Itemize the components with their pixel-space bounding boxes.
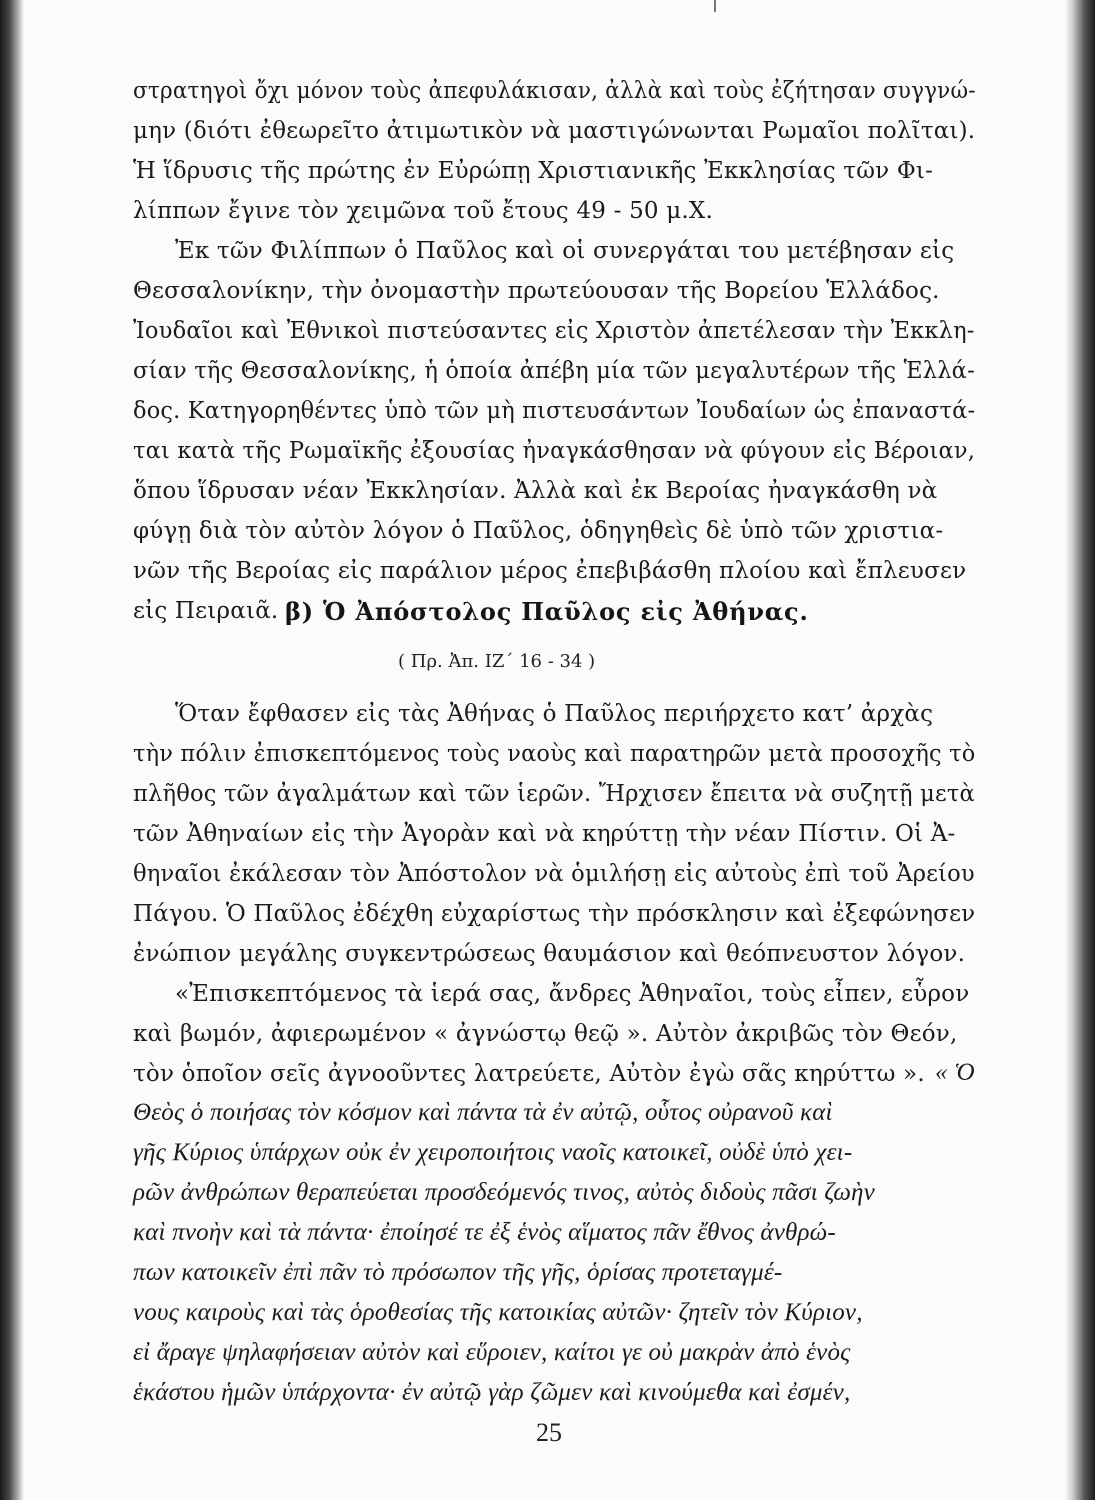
- italic-line: εἰ ἄραγε ψηλαφήσειαν αὐτὸν καὶ εὕροιεν, καίτοι γε οὐ μακρὰν ἀπὸ ἑνὸς: [133, 1339, 851, 1366]
- text-line: ται κατὰ τῆς Ρωμαϊκῆς ἐξουσίας ἠναγκάσθησαν νὰ φύγουν εἰς Βέροιαν,: [133, 438, 976, 464]
- text-line: τὸν ὁποῖον σεῖς ἀγνοοῦντες λατρεύετε, Αὐτὸν ἐγὼ σᾶς κηρύττω ».: [133, 1061, 925, 1087]
- text-line: Θεσσαλονίκην, τὴν ὀνομαστὴν πρωτεύουσαν τῆς Βορείου Ἑλλάδος.: [133, 278, 940, 304]
- page-number: 25: [536, 1418, 562, 1447]
- text-line: Ὅταν ἔφθασεν εἰς τὰς Ἀθήνας ὁ Παῦλος περιήρχετο κατ’ ἀρχὰς: [175, 701, 934, 727]
- text-line: εἰς Πειραιᾶ.: [133, 598, 279, 624]
- text-line: στρατηγοὶ ὄχι μόνον τοὺς ἀπεφυλάκισαν, ἀλλὰ καὶ τοὺς ἐζήτησαν συγγνώ-: [133, 78, 976, 104]
- text-line: καὶ βωμόν, ἀφιερωμένον « ἀγνώστῳ θεῷ ». Αὐτὸν ἀκριβῶς τὸν Θεόν,: [133, 1021, 958, 1047]
- text-line: νῶν τῆς Βεροίας εἰς παράλιον μέρος ἐπεβιβάσθη πλοίου καὶ ἔπλευσεν: [133, 558, 967, 584]
- italic-line: ρῶν ἀνθρώπων θεραπεύεται προσδεόμενός τινος, αὐτὸς διδοὺς πᾶσι ζωὴν: [133, 1179, 875, 1206]
- italic-line: καὶ πνοὴν καὶ τὰ πάντα· ἐποίησέ τε ἐξ ἑνὸς αἵματος πᾶν ἔθνος ἀνθρώ-: [133, 1219, 836, 1246]
- text-line: μην (διότι ἐθεωρεῖτο ἀτιμωτικὸν νὰ μαστιγώνωνται Ρωμαῖοι πολῖται).: [133, 118, 976, 144]
- italic-line: πων κατοικεῖν ἐπὶ πᾶν τὸ πρόσωπον τῆς γῆς, ὁρίσας προτεταγμέ-: [133, 1259, 783, 1286]
- text-line: ὅπου ἵδρυσαν νέαν Ἐκκλησίαν. Ἀλλὰ καὶ ἐκ Βεροίας ἠναγκάσθη νὰ: [133, 478, 938, 504]
- italic-line: Θεὸς ὁ ποιήσας τὸν κόσμον καὶ πάντα τὰ ἐν αὐτῷ, οὗτος οὐρανοῦ καὶ: [133, 1099, 833, 1126]
- text-line: φύγῃ διὰ τὸν αὐτὸν λόγον ὁ Παῦλος, ὁδηγηθεὶς δὲ ὑπὸ τῶν χριστια-: [133, 518, 944, 544]
- text-line: πλῆθος τῶν ἀγαλμάτων καὶ τῶν ἱερῶν. Ἤρχισεν ἔπειτα νὰ συζητῇ μετὰ: [133, 781, 975, 807]
- text-line: Πάγου. Ὁ Παῦλος ἐδέχθη εὐχαρίστως τὴν πρόσκλησιν καὶ ἐξεφώνησεν: [133, 901, 976, 927]
- italic-line: νους καιροὺς καὶ τὰς ὁροθεσίας τῆς κατοικίας αὐτῶν· ζητεῖν τὸν Κύριον,: [133, 1299, 863, 1326]
- text-line: Ἐκ τῶν Φιλίππων ὁ Παῦλος καὶ οἱ συνεργάται του μετέβησαν εἰς: [175, 238, 955, 264]
- text-line: λίππων ἔγινε τὸν χειμῶνα τοῦ ἔτους 49 - 50 μ.Χ.: [133, 198, 713, 224]
- quotation-start: « Ὁ: [935, 1059, 975, 1086]
- italic-line: γῆς Κύριος ὑπάρχων οὐκ ἐν χειροποιήτοις ναοῖς κατοικεῖ, οὐδὲ ὑπὸ χει-: [133, 1139, 853, 1166]
- scan-shadow-right: [1065, 0, 1095, 1500]
- text-line: Ἰουδαῖοι καὶ Ἐθνικοὶ πιστεύσαντες εἰς Χριστὸν ἀπετέλεσαν τὴν Ἐκκλη-: [133, 318, 975, 344]
- section-heading: β) Ὁ Ἀπόστολος Παῦλος εἰς Ἀθήνας.: [285, 597, 809, 626]
- text-line: ἐνώπιον μεγάλης συγκεντρώσεως θαυμάσιον καὶ θεόπνευστον λόγον.: [133, 941, 966, 967]
- scan-shadow-left: [0, 0, 24, 1500]
- text-line: «Ἐπισκεπτόμενος τὰ ἱερά σας, ἄνδρες Ἀθηναῖοι, τοὺς εἶπεν, εὗρον: [175, 981, 970, 1007]
- text-line: δος. Κατηγορηθέντες ὑπὸ τῶν μὴ πιστευσάντων Ἰουδαίων ὡς ἐπαναστά-: [133, 398, 976, 424]
- text-line: τὴν πόλιν ἐπισκεπτόμενος τοὺς ναοὺς καὶ παρατηρῶν μετὰ προσοχῆς τὸ: [133, 741, 976, 767]
- scripture-reference: ( Πρ. Ἀπ. ΙΖ΄ 16 - 34 ): [398, 651, 596, 672]
- italic-line: ἑκάστου ἡμῶν ὑπάρχοντα· ἐν αὐτῷ γὰρ ζῶμεν καὶ κινούμεθα καὶ ἐσμέν,: [133, 1379, 851, 1406]
- text-line: θηναῖοι ἐκάλεσαν τὸν Ἀπόστολον νὰ ὁμιλήσῃ εἰς αὐτοὺς ἐπὶ τοῦ Ἀρείου: [133, 861, 975, 887]
- text-line: Ἡ ἵδρυσις τῆς πρώτης ἐν Εὐρώπῃ Χριστιανικῆς Ἐκκλησίας τῶν Φι-: [133, 158, 934, 184]
- text-line: τῶν Ἀθηναίων εἰς τὴν Ἀγορὰν καὶ νὰ κηρύττῃ τὴν νέαν Πίστιν. Οἱ Ἀ-: [133, 821, 956, 847]
- scan-mark: [714, 0, 716, 12]
- text-line: σίαν τῆς Θεσσαλονίκης, ἡ ὁποία ἀπέβη μία τῶν μεγαλυτέρων τῆς Ἑλλά-: [133, 358, 975, 384]
